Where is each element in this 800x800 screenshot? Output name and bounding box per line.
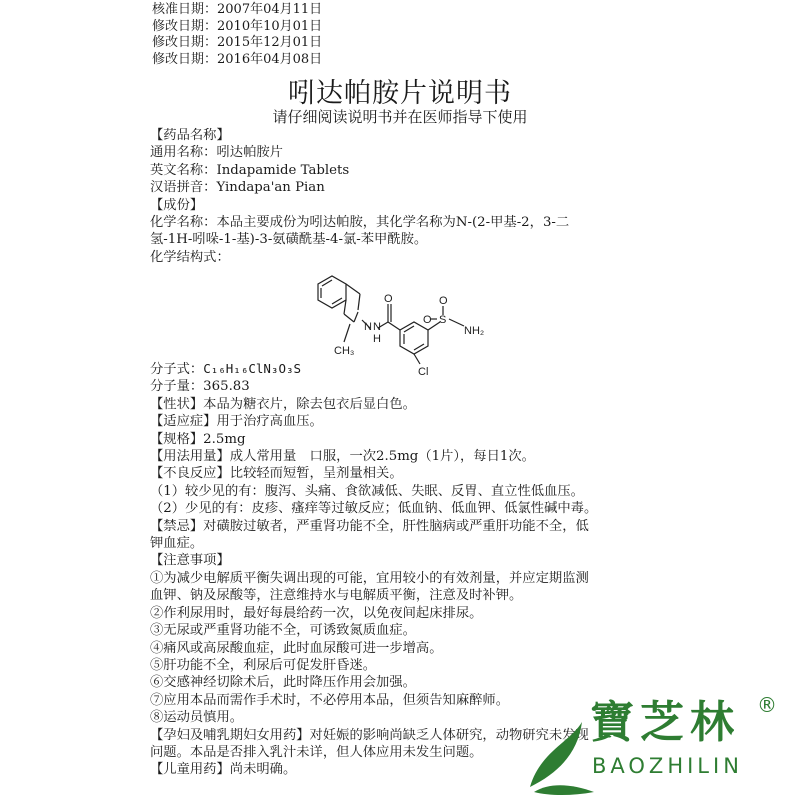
atom-label: S — [439, 314, 447, 326]
atom-label: O — [423, 314, 432, 326]
section-heading-composition: 【成份】 — [150, 197, 204, 213]
contraindications-continued: 钾血症。 — [150, 536, 204, 552]
structure-label: 化学结构式： — [150, 249, 230, 265]
revision-date: 修改日期：2010年10月01日 — [152, 18, 323, 34]
adverse-reaction-item: （1）较少见的有：腹泻、头痛、食欲减低、失眠、反胃、直立性低血压。 — [150, 483, 584, 499]
pediatric-section: 【儿童用药】尚未明确。 — [150, 762, 297, 778]
brand-logo-chinese: 寶芝林 — [590, 697, 740, 748]
dosage-section: 【用法用量】成人常用量 口服，一次2.5mg（1片），每日1次。 — [150, 449, 535, 465]
document-title: 吲达帕胺片说明书 — [288, 78, 512, 109]
registered-mark: ® — [757, 693, 777, 717]
precaution-item: ①为减少电解质平衡失调出现的可能，宜用较小的有效剂量，并应定期监测 — [150, 570, 589, 586]
atom-label: Cl — [418, 366, 429, 378]
atom-label: CH₃ — [334, 345, 355, 357]
atom-label: N — [364, 321, 372, 333]
precaution-item: ⑥交感神经切除术后，此时降压作用会加强。 — [150, 675, 416, 691]
generic-name: 通用名称：吲达帕胺片 — [150, 145, 283, 161]
chemical-name-line: 氢-1H-吲哚-1-基)-3-氨磺酰基-4-氯-苯甲酰胺。 — [150, 232, 428, 248]
molecular-formula — [150, 360, 670, 378]
formula-label: 分子式： — [150, 362, 204, 377]
precaution-item: 血钾、钠及尿酸等，注意维持水与电解质平衡，注意及时补钾。 — [150, 588, 523, 604]
leaf-logo-icon — [520, 712, 600, 797]
atom-label: N — [373, 321, 381, 333]
pregnancy-continued: 问题。本品是否排入乳汁未详，但人体应用未发生问题。 — [150, 744, 483, 760]
molecular-weight: 分子量：365.83 — [150, 379, 250, 395]
revision-dates — [152, 2, 322, 68]
atom-label: H — [373, 333, 381, 345]
atom-label: O — [384, 293, 393, 305]
precaution-item: ③无尿或严重肾功能不全，可诱致氮质血症。 — [150, 623, 416, 639]
precautions-heading: 【注意事项】 — [150, 553, 230, 569]
revision-date: 修改日期：2015年12月01日 — [152, 35, 323, 50]
atom-label: O — [439, 295, 448, 307]
revision-date: 修改日期：2016年04月08日 — [152, 51, 323, 67]
contraindications-section: 【禁忌】对磺胺过敏者，严重肾功能不全，肝性脑病或严重肝功能不全，低 — [150, 518, 589, 534]
document-subtitle: 请仔细阅读说明书并在医师指导下使用 — [272, 108, 528, 126]
description-section: 【性状】本品为糖衣片，除去包衣后显白色。 — [150, 396, 416, 412]
precaution-item: ②作利尿用时，最好每晨给药一次，以免夜间起床排尿。 — [150, 605, 483, 621]
strength-section: 【规格】2.5mg — [150, 431, 246, 447]
precaution-item: ⑧运动员慎用。 — [150, 710, 244, 726]
chemical-name-line: 化学名称：本品主要成份为吲达帕胺，其化学名称为N-(2-甲基-2，3-二 — [150, 215, 570, 231]
adverse-reactions-section: 【不良反应】比较轻而短暂，呈剂量相关。 — [150, 466, 403, 482]
english-name: 英文名称：Indapamide Tablets — [150, 162, 350, 178]
section-heading-name: 【药品名称】 — [150, 128, 230, 143]
adverse-reaction-item: （2）少见的有：皮疹、瘙痒等过敏反应；低血钠、低血钾、低氯性碱中毒。 — [150, 501, 598, 517]
pinyin-name: 汉语拼音：Yindapa'an Pian — [150, 180, 325, 196]
atom-label: NH₂ — [464, 325, 485, 337]
indications-section: 【适应症】用于治疗高血压。 — [150, 414, 323, 430]
section-name-and-composition — [150, 127, 670, 266]
precaution-item: ⑤肝功能不全，利尿后可促发肝昏迷。 — [150, 657, 377, 673]
precaution-item: ④痛风或高尿酸血症，此时血尿酸可进一步增高。 — [150, 640, 443, 656]
pregnancy-section: 【孕妇及哺乳期妇女用药】对妊娠的影响尚缺乏人体研究，动物研究未发现 — [150, 727, 589, 743]
brand-logo-english: BAOZHILIN — [592, 754, 743, 778]
precaution-item: ⑦应用本品而需作手术时，不必停用本品，但须告知麻醉师。 — [150, 692, 510, 708]
formula-value: C₁₆H₁₆ClN₃O₃S — [203, 361, 302, 376]
approval-date: 核准日期：2007年04月11日 — [152, 2, 323, 17]
